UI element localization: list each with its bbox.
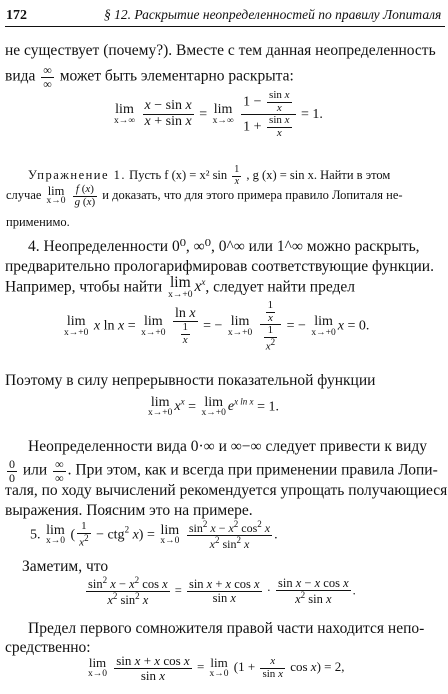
ex5-label: 5.	[30, 527, 41, 543]
p8-line1: Предел первого сомножителя правой части находится непо-	[28, 620, 425, 637]
p1-line2-b: может быть элементарно раскрыта:	[59, 67, 294, 85]
p1-line1: не существует (почему?). Вместе с тем данная неопределенность	[5, 42, 436, 59]
p4-line3-b: следует найти предел	[213, 278, 355, 296]
p6-line4: выражения. Поясним это на примере.	[5, 502, 253, 519]
formula-ex5: 5. lim x→0 ( $\frac{1}{x^2}$ − ctg$^2$ x) = lim x→0 $\frac{\sin^2 x - x^2 \cos^2 x}{x^2 \sin^2 x}$ .	[30, 519, 278, 551]
p6-line3: таля, по ходу вычислений рекомендуется упрощать получающиеся	[5, 482, 448, 499]
ex1-line1-b: Пусть f (x) = x² sin	[129, 167, 228, 182]
p1-line2	[5, 64, 294, 90]
ex1-label: Упражнение 1.	[28, 167, 127, 182]
p4-line3: Например, чтобы найти lim x→+0 $x^x$, следует найти предел	[5, 274, 355, 300]
p1-line2-a: вида	[5, 67, 36, 85]
p4-line1: 4. Неопределенности 0⁰, ∞⁰, 0^∞ или 1^∞ можно раскрыть,	[28, 238, 420, 255]
ex1-line3: применимо.	[6, 215, 70, 229]
formula-1: lim x→∞ $\frac{\text{x − sin x}}{\text{x + sin x}}$ = lim x→∞ 1 − $\frac{\text{sin x}}{x}$ 1 + $\frac{\text{sin x}}{x}$ = 1.	[114, 89, 323, 139]
formula-2: lim x→+0 x ln x = lim x→+0 $\frac{\text{ln x}}{\frac{1}{x}}$ = − lim x→+0 $\frac{\frac{1}{x}}{\frac{1}{x^2}}$ = − lim x→+0 x = 0.	[64, 299, 370, 353]
formula-3: lim x→+0 $x^x$ = lim x→+0 $e^{x ln x} = 1$.	[148, 395, 279, 419]
p8-line2: средственно:	[5, 639, 91, 656]
p6-line2-b: . При этом, как и всегда при применении правила Лопи-	[67, 461, 438, 479]
p6-line2: $\frac{0}{0}$ или $\frac{\infty}{\infty}$ . При этом, как и всегда при применении правила Лопи-	[9, 457, 438, 485]
inf-over-inf: $\frac{\infty}{\infty}$	[43, 63, 52, 91]
p4-line2: предварительно прологарифмировав соответствующие функции.	[5, 258, 434, 275]
p6-line1: Неопределенности вида 0·∞ и ∞−∞ следует привести к виду	[28, 438, 428, 455]
p7-line1: Заметим, что	[22, 558, 109, 575]
p5-line1: Поэтому в силу непрерывности показательной функции	[5, 372, 376, 389]
p4-line3-a: Например, чтобы найти	[5, 278, 163, 296]
ex1-line2-a: случае	[6, 187, 42, 202]
ex1-line2: случае lim x→0 $\frac{f (x)}{g (x)}$ и доказать, что для этого примера правило Лопиталя не-	[6, 183, 403, 208]
ex1-line2-b: и доказать, что для этого примера правило Лопиталя не-	[102, 187, 403, 202]
header-rule	[5, 26, 445, 27]
formula-4: $\frac{\sin^2 x - x^2 \cos x}{x^2 \sin^2 x}$ = $\frac{\text{sin x + x cos x}}{\text{sin x}}$ · $\frac{\text{sin x − x cos x}}{x^2 \sin x}$ .	[88, 575, 356, 608]
formula-5: lim x→0 $\frac{\text{sin x + x cos x}}{\text{sin x}}$ = lim x→0 (1 + $\frac{x}{\text{sin x}}$ cos x) = 2,	[88, 653, 345, 683]
running-title: § 12. Раскрытие неопределенностей по правилу Лопиталя	[104, 7, 442, 22]
ex1-line1: Упражнение 1. Пусть f (x) = x² sin $\frac{1}{x}$ , g (x) = sin x. Найти в этом	[28, 164, 391, 187]
p6-line2-a: или	[22, 461, 48, 479]
page-number: 172	[6, 8, 27, 23]
ex1-line1-c: , g (x) = sin x. Найти в этом	[246, 167, 391, 182]
